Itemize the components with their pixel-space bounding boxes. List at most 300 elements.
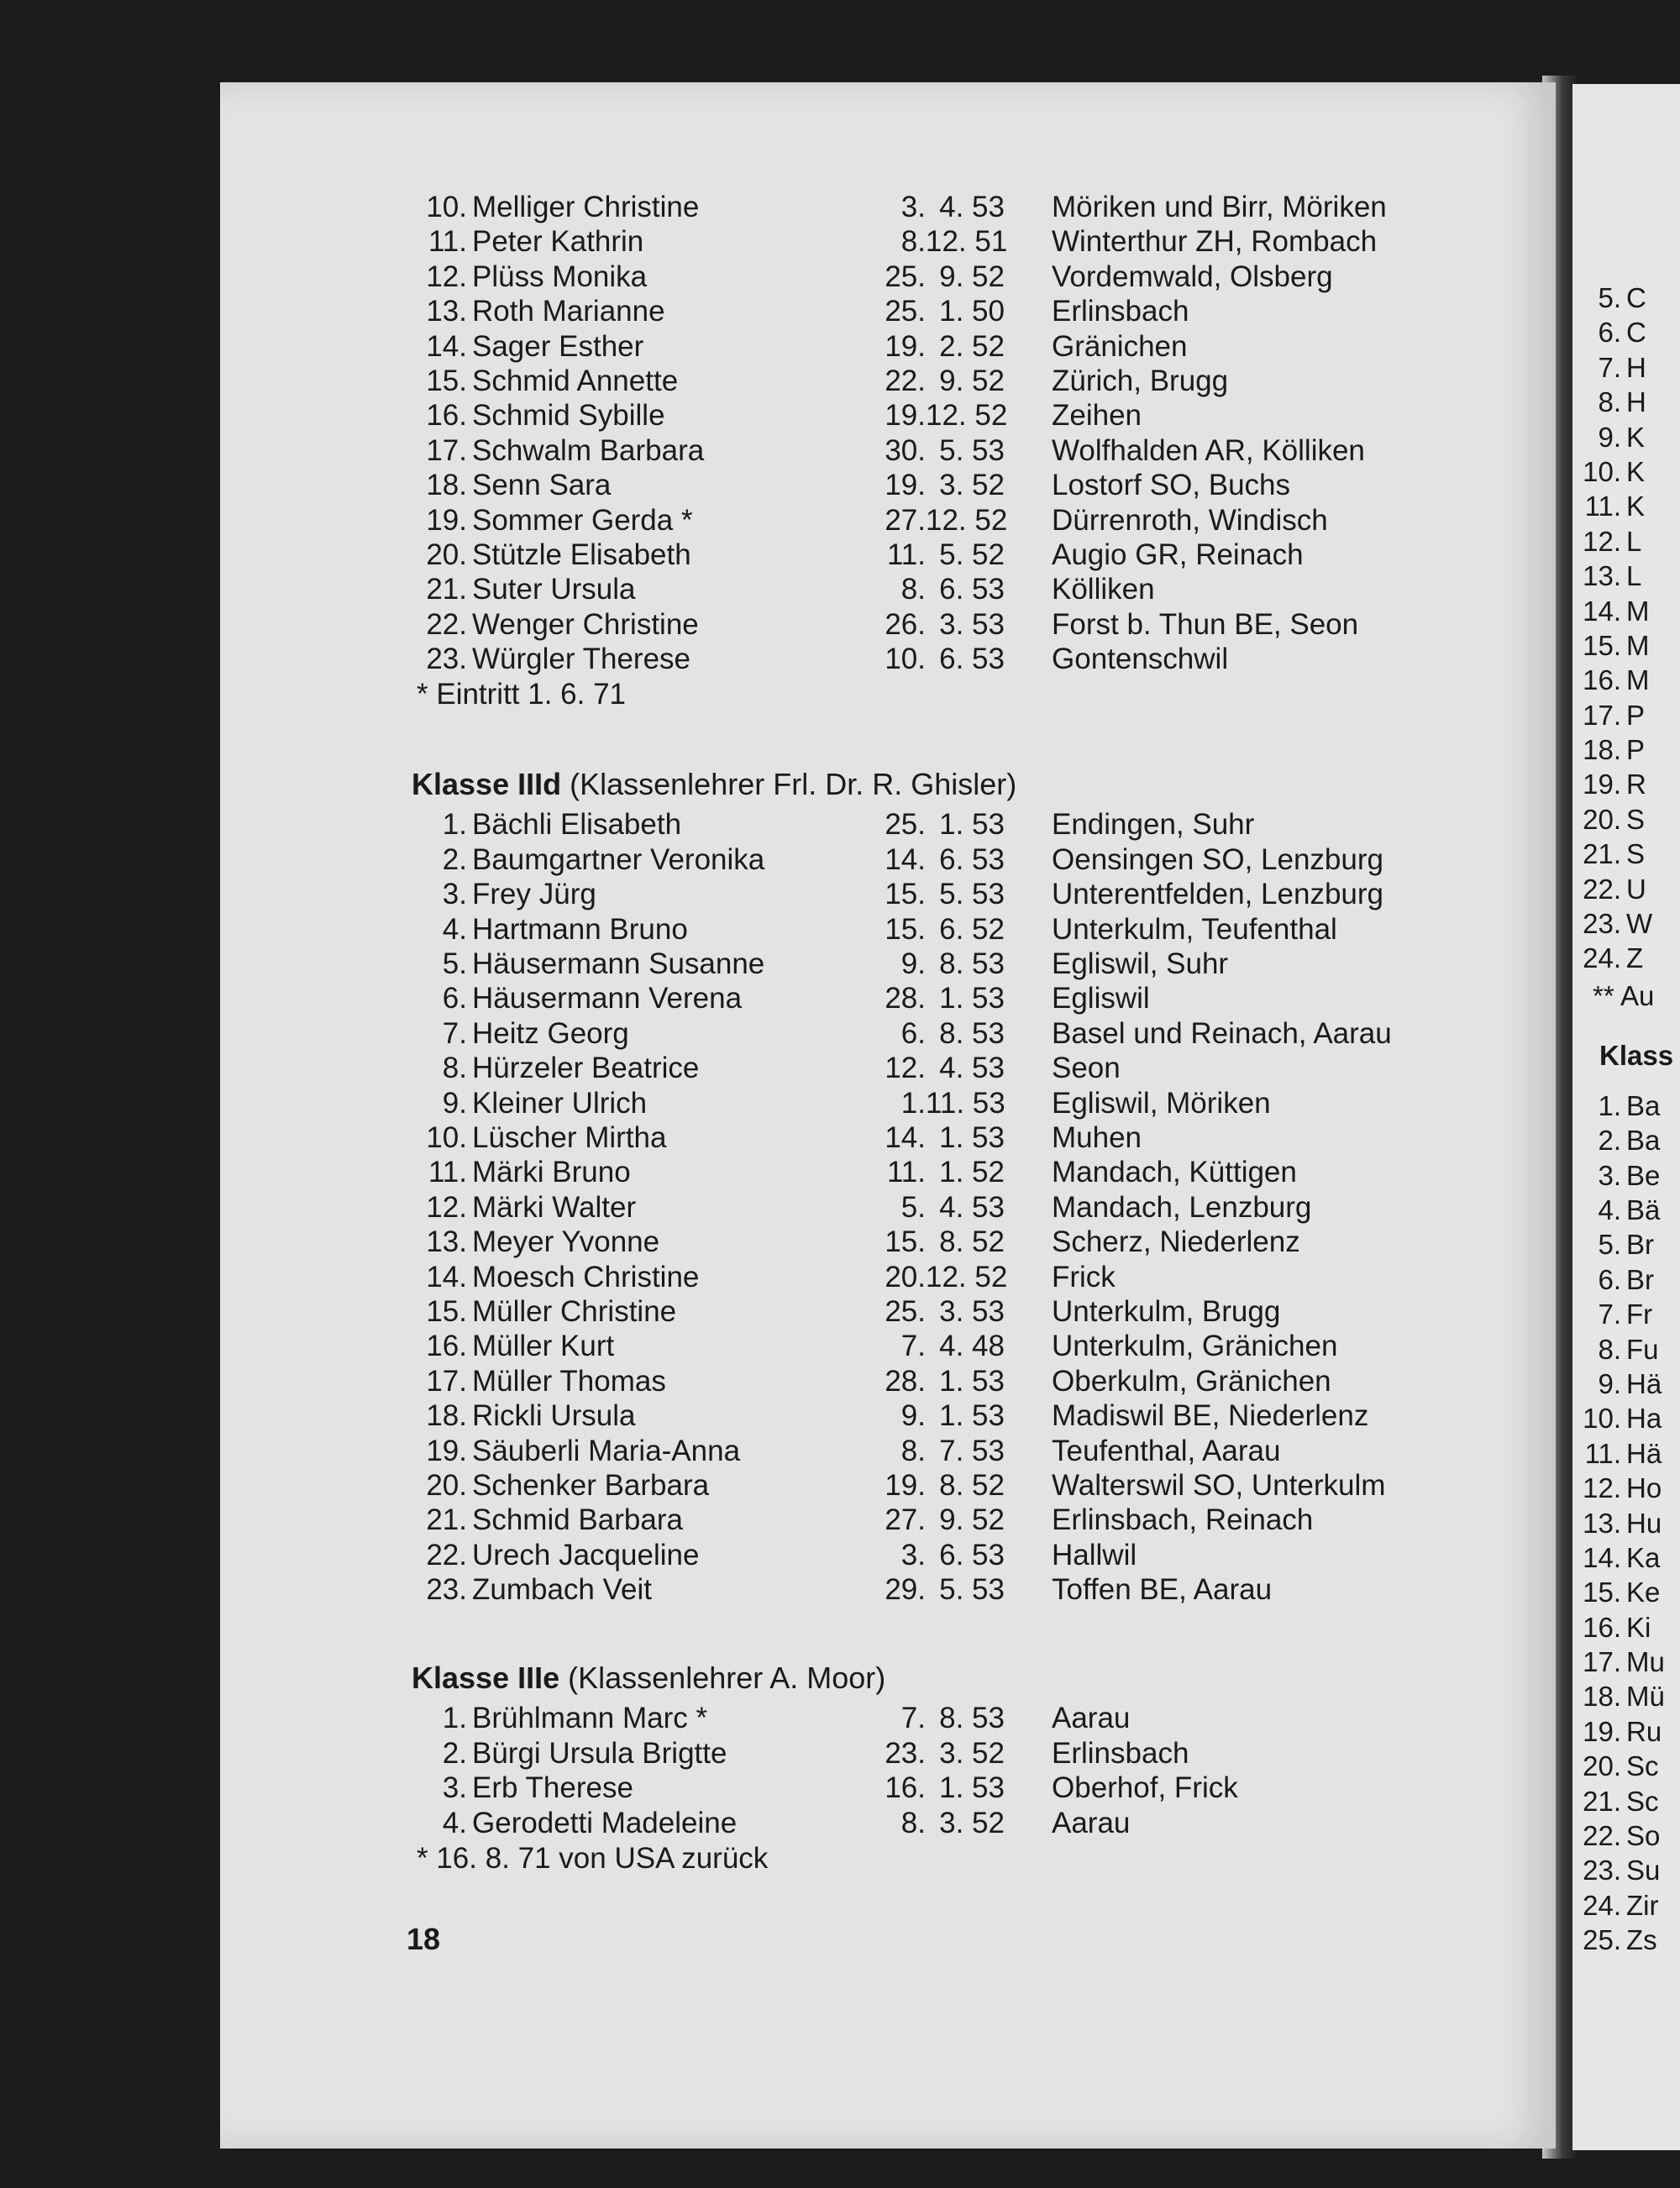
birth-day: 10.	[885, 643, 926, 676]
row-number: 17.	[426, 1364, 467, 1398]
student-row	[412, 1086, 1470, 1120]
row-number: 13.	[426, 295, 467, 328]
name-fragment: C	[1626, 317, 1646, 349]
student-row	[412, 1434, 1470, 1468]
student-row	[412, 877, 1470, 911]
birth-month-year: 3. 52	[939, 1736, 1005, 1770]
name-fragment: Zir	[1626, 1889, 1659, 1921]
row-number: 18.	[426, 469, 467, 502]
name-fragment: Zs	[1626, 1924, 1657, 1956]
list-item	[1572, 698, 1680, 732]
row-number: 15.	[426, 364, 467, 397]
list-item	[1572, 837, 1680, 871]
row-number: 4.	[1598, 1194, 1621, 1225]
birth-day: 8.	[900, 573, 926, 606]
row-number: 16.	[426, 399, 467, 433]
name-fragment: Be	[1626, 1159, 1661, 1191]
birth-month-year: 2. 52	[939, 329, 1005, 363]
student-row	[412, 364, 1470, 398]
birth-month-year: 6. 53	[939, 842, 1005, 876]
row-number: 3.	[442, 1771, 467, 1805]
name-fragment: Br	[1626, 1229, 1654, 1261]
name-fragment: Ki	[1626, 1611, 1651, 1643]
student-row	[412, 329, 1470, 364]
row-number: 15.	[426, 1294, 467, 1328]
name-fragment: Ru	[1626, 1715, 1662, 1747]
list-item	[1572, 281, 1680, 315]
row-number: 23.	[426, 643, 467, 676]
hometown-residence: Seon	[1052, 1052, 1121, 1085]
student-row	[412, 947, 1470, 981]
list-item	[1572, 906, 1680, 941]
list-item	[1572, 732, 1680, 767]
list-item	[1572, 1297, 1680, 1331]
birth-month-year: 4. 53	[939, 1052, 1005, 1085]
hometown-residence: Zeihen	[1052, 399, 1142, 433]
birth-month-year: 1. 52	[939, 1156, 1005, 1189]
hometown-residence: Muhen	[1052, 1120, 1142, 1154]
student-name: Brühlmann Marc *	[472, 1702, 708, 1735]
name-fragment: Mü	[1626, 1681, 1665, 1713]
row-number: 19.	[426, 503, 467, 537]
student-name: Peter Kathrin	[472, 225, 644, 259]
birth-month-year: 7. 53	[939, 1434, 1005, 1467]
row-number: 6.	[442, 982, 467, 1015]
birth-month-year: 6. 53	[939, 643, 1005, 676]
row-number: 10.	[426, 191, 467, 223]
birth-month-year: 9. 52	[939, 260, 1005, 293]
student-row	[412, 912, 1470, 947]
hometown-residence: Zürich, Brugg	[1052, 364, 1229, 397]
row-number: 11.	[1584, 1437, 1621, 1469]
birth-month-year: 12. 52	[926, 1260, 1008, 1293]
name-fragment: Fu	[1626, 1333, 1659, 1365]
student-name: Bächli Elisabeth	[472, 808, 682, 842]
birth-month-year: 3. 53	[939, 607, 1005, 641]
birth-day: 16.	[885, 1771, 926, 1805]
hometown-residence: Gontenschwil	[1052, 643, 1229, 676]
row-number: 21.	[1583, 838, 1621, 870]
birth-month-year: 3. 52	[939, 469, 1005, 502]
name-fragment: H	[1626, 386, 1646, 418]
student-name: Moesch Christine	[472, 1260, 700, 1293]
name-fragment: K	[1626, 455, 1646, 487]
row-number: 11.	[428, 225, 467, 259]
student-row	[412, 1260, 1470, 1294]
student-row	[412, 260, 1470, 294]
birth-day: 7.	[900, 1330, 926, 1363]
student-name: Roth Marianne	[472, 295, 665, 328]
row-number: 18.	[426, 1399, 467, 1433]
row-number: 2.	[442, 1736, 467, 1770]
list-item	[1572, 1853, 1680, 1887]
row-number: 15.	[1583, 629, 1621, 661]
name-fragment: P	[1626, 734, 1646, 766]
birth-day: 25.	[885, 295, 926, 328]
hometown-residence: Walterswil SO, Unterkulm	[1052, 1468, 1386, 1502]
name-fragment: L	[1626, 525, 1642, 557]
name-fragment: K	[1626, 421, 1646, 453]
hometown-residence: Unterkulm, Brugg	[1052, 1294, 1281, 1328]
birth-month-year: 12. 52	[926, 503, 1008, 537]
birth-day: 29.	[885, 1573, 926, 1607]
birth-month-year: 5. 53	[939, 433, 1005, 467]
student-list-iiid	[412, 807, 1470, 1607]
row-number: 18.	[1583, 734, 1621, 766]
name-fragment: Mu	[1626, 1646, 1665, 1678]
list-item	[1572, 1089, 1680, 1123]
student-name: Gerodetti Madeleine	[472, 1806, 738, 1839]
student-name: Baumgartner Veronika	[472, 842, 765, 876]
hometown-residence: Oberkulm, Gränichen	[1052, 1364, 1331, 1398]
name-fragment: L	[1626, 560, 1642, 592]
right-page-list-b	[1572, 1089, 1680, 1958]
hometown-residence: Lostorf SO, Buchs	[1052, 469, 1291, 502]
row-number: 16.	[1583, 1611, 1621, 1643]
right-page-edge	[1572, 84, 1680, 2150]
row-number: 19.	[1583, 769, 1621, 800]
row-number: 15.	[1583, 1577, 1621, 1608]
birth-day: 8.	[900, 225, 926, 259]
list-item	[1572, 1436, 1680, 1471]
list-item	[1572, 1471, 1680, 1505]
row-number: 25.	[1583, 1924, 1621, 1956]
hometown-residence: Augio GR, Reinach	[1052, 538, 1304, 571]
row-number: 6.	[1598, 1263, 1621, 1295]
name-fragment: Ba	[1626, 1125, 1661, 1157]
student-name: Melliger Christine	[472, 191, 700, 223]
birth-day: 30.	[885, 433, 926, 467]
student-name: Müller Christine	[472, 1294, 677, 1328]
birth-month-year: 8. 52	[939, 1225, 1005, 1259]
list-item	[1572, 1888, 1680, 1923]
list-item	[1572, 594, 1680, 628]
row-number: 5.	[1598, 282, 1621, 313]
name-fragment: P	[1626, 699, 1646, 731]
birth-month-year: 8. 52	[939, 1468, 1005, 1502]
student-name: Häusermann Susanne	[472, 947, 765, 981]
hometown-residence: Erlinsbach	[1052, 1736, 1189, 1770]
hometown-residence: Wolfhalden AR, Kölliken	[1052, 433, 1365, 467]
student-row	[412, 398, 1470, 433]
birth-month-year: 1. 53	[939, 808, 1005, 842]
row-number: 1.	[442, 808, 467, 842]
student-row	[412, 1294, 1470, 1329]
hometown-residence: Unterkulm, Teufenthal	[1052, 912, 1337, 946]
row-number: 21.	[426, 1503, 467, 1537]
row-number: 11.	[1584, 491, 1621, 522]
list-item	[1572, 767, 1680, 801]
row-number: 22.	[426, 607, 467, 641]
hometown-residence: Endingen, Suhr	[1052, 808, 1255, 842]
birth-day: 25.	[885, 808, 926, 842]
birth-day: 15.	[885, 912, 926, 946]
right-page-note: ** Au	[1593, 979, 1655, 1011]
hometown-residence: Toffen BE, Aarau	[1052, 1573, 1273, 1607]
birth-month-year: 3. 53	[939, 1294, 1005, 1328]
row-number: 9.	[1598, 421, 1621, 453]
student-row	[412, 1806, 1470, 1840]
row-number: 23.	[1583, 1855, 1621, 1886]
row-number: 17.	[1583, 699, 1621, 731]
student-name: Schenker Barbara	[472, 1468, 710, 1502]
student-row	[412, 224, 1470, 259]
student-row	[412, 294, 1470, 328]
hometown-residence: Mandach, Küttigen	[1052, 1156, 1297, 1189]
birth-day: 26.	[885, 607, 926, 641]
birth-month-year: 1. 53	[939, 982, 1005, 1015]
birth-day: 3.	[900, 191, 926, 223]
hometown-residence: Vordemwald, Olsberg	[1052, 260, 1333, 293]
birth-month-year: 8. 53	[939, 1016, 1005, 1050]
hometown-residence: Egliswil, Möriken	[1052, 1086, 1271, 1120]
hometown-residence: Erlinsbach	[1052, 295, 1189, 328]
list-item	[1572, 524, 1680, 559]
student-row	[412, 1538, 1470, 1572]
hometown-residence: Egliswil, Suhr	[1052, 947, 1229, 981]
list-item	[1572, 1679, 1680, 1713]
birth-day: 19.	[885, 329, 926, 363]
row-number: 14.	[426, 1260, 467, 1293]
student-name: Zumbach Veit	[472, 1573, 652, 1607]
birth-day: 19.	[885, 469, 926, 502]
student-row	[412, 642, 1470, 676]
student-name: Sager Esther	[472, 329, 644, 363]
row-number: 7.	[1598, 1299, 1621, 1330]
student-row	[412, 1155, 1470, 1189]
list-item	[1572, 1262, 1680, 1297]
row-number: 22.	[426, 1538, 467, 1571]
birth-month-year: 1. 50	[939, 295, 1005, 328]
name-fragment: Ke	[1626, 1577, 1661, 1608]
list-item	[1572, 628, 1680, 663]
student-name: Erb Therese	[472, 1771, 633, 1805]
birth-month-year: 5. 53	[939, 1573, 1005, 1607]
row-number: 12.	[1583, 1472, 1621, 1504]
hometown-residence: Dürrenroth, Windisch	[1052, 503, 1328, 537]
student-row	[412, 468, 1470, 502]
list-item	[1572, 385, 1680, 419]
hometown-residence: Oensingen SO, Lenzburg	[1052, 842, 1383, 876]
list-item	[1572, 1506, 1680, 1540]
student-row	[412, 1771, 1470, 1805]
birth-day: 27.	[885, 503, 926, 537]
row-number: 13.	[1583, 1507, 1621, 1539]
row-number: 7.	[442, 1016, 467, 1050]
student-name: Meyer Yvonne	[472, 1225, 660, 1259]
birth-month-year: 8. 53	[939, 1702, 1005, 1735]
name-fragment: M	[1626, 664, 1650, 696]
page-number: 18	[407, 1922, 441, 1956]
student-row	[412, 1398, 1470, 1433]
hometown-residence: Kölliken	[1052, 573, 1155, 606]
student-row	[412, 1572, 1470, 1607]
hometown-residence: Möriken und Birr, Möriken	[1052, 191, 1387, 223]
birth-day: 15.	[885, 1225, 926, 1259]
row-number: 12.	[426, 1190, 467, 1224]
row-number: 21.	[426, 573, 467, 606]
birth-day: 5.	[900, 1190, 926, 1224]
list-item	[1572, 559, 1680, 593]
row-number: 1.	[1598, 1089, 1621, 1121]
name-fragment: Hä	[1626, 1367, 1662, 1399]
list-item	[1572, 1540, 1680, 1575]
birth-day: 14.	[885, 842, 926, 876]
row-number: 1.	[442, 1702, 467, 1735]
student-row	[412, 807, 1470, 842]
birth-day: 28.	[885, 1364, 926, 1398]
row-number: 10.	[426, 1120, 467, 1154]
student-name: Müller Thomas	[472, 1364, 666, 1398]
row-number: 17.	[426, 433, 467, 467]
class-heading-iiid	[412, 765, 1470, 807]
birth-day: 9.	[900, 947, 926, 981]
student-row	[412, 1120, 1470, 1155]
list-item	[1572, 1158, 1680, 1193]
name-fragment: C	[1626, 282, 1646, 313]
list-item	[1572, 941, 1680, 975]
list-item	[1572, 420, 1680, 454]
hometown-residence: Aarau	[1052, 1806, 1131, 1839]
birth-day: 25.	[885, 260, 926, 293]
row-number: 20.	[1583, 1750, 1621, 1782]
list-item	[1572, 489, 1680, 523]
birth-day: 9.	[900, 1399, 926, 1433]
list-item	[1572, 1784, 1680, 1818]
name-fragment: Sc	[1626, 1750, 1659, 1782]
birth-day: 20.	[885, 1260, 926, 1293]
list-item	[1572, 1193, 1680, 1227]
student-name: Heitz Georg	[472, 1016, 629, 1050]
student-row	[412, 842, 1470, 877]
class-teacher: (Klassenlehrer A. Moor)	[568, 1661, 886, 1696]
birth-day: 1.	[900, 1086, 926, 1120]
name-fragment: Sc	[1626, 1785, 1659, 1817]
row-number: 4.	[442, 912, 467, 946]
birth-day: 8.	[900, 1434, 926, 1467]
birth-month-year: 3. 52	[939, 1806, 1005, 1839]
student-name: Würgler Therese	[472, 643, 691, 676]
student-name: Suter Ursula	[472, 573, 636, 606]
row-number: 2.	[1598, 1125, 1621, 1157]
student-name: Schmid Sybille	[472, 399, 665, 433]
row-number: 12.	[1583, 525, 1621, 557]
student-row	[412, 607, 1470, 642]
list-item	[1572, 1923, 1680, 1957]
row-number: 24.	[1583, 1889, 1621, 1921]
name-fragment: R	[1626, 769, 1646, 800]
student-row	[412, 1701, 1470, 1735]
list-item	[1572, 1575, 1680, 1609]
row-number: 20.	[426, 1468, 467, 1502]
row-number: 20.	[426, 538, 467, 571]
row-number: 22.	[1583, 873, 1621, 905]
birth-day: 14.	[885, 1120, 926, 1154]
birth-day: 25.	[885, 1294, 926, 1328]
list-item	[1572, 1645, 1680, 1679]
student-row	[412, 1051, 1470, 1085]
student-row	[412, 1364, 1470, 1398]
hometown-residence: Frick	[1052, 1260, 1116, 1293]
student-row	[412, 572, 1470, 606]
student-name: Müller Kurt	[472, 1330, 615, 1363]
student-row	[412, 1468, 1470, 1503]
name-fragment: S	[1626, 838, 1646, 870]
name-fragment: Z	[1626, 942, 1644, 974]
student-list-iiie	[412, 1701, 1470, 1840]
birth-day: 15.	[885, 878, 926, 911]
name-fragment: W	[1626, 908, 1653, 940]
birth-month-year: 11. 53	[926, 1086, 1005, 1120]
student-name: Wenger Christine	[472, 607, 699, 641]
row-number: 2.	[442, 842, 467, 876]
student-row	[412, 981, 1470, 1015]
hometown-residence: Madiswil BE, Niederlenz	[1052, 1399, 1369, 1433]
row-number: 5.	[1598, 1229, 1621, 1261]
hometown-residence: Erlinsbach, Reinach	[1052, 1503, 1314, 1537]
birth-day: 11.	[886, 538, 926, 571]
row-number: 9.	[442, 1086, 467, 1120]
row-number: 23.	[1583, 908, 1621, 940]
student-row	[412, 1503, 1470, 1537]
name-fragment: M	[1626, 629, 1650, 661]
name-fragment: Fr	[1626, 1299, 1653, 1330]
class-heading-iiie	[412, 1659, 1470, 1701]
name-fragment: Br	[1626, 1263, 1654, 1295]
student-row	[412, 433, 1470, 468]
right-page-heading: Klass	[1599, 1039, 1674, 1071]
birth-month-year: 4. 48	[939, 1330, 1005, 1363]
student-name: Stützle Elisabeth	[472, 538, 691, 571]
row-number: 24.	[1583, 942, 1621, 974]
row-number: 6.	[1598, 317, 1621, 349]
birth-month-year: 1. 53	[939, 1771, 1005, 1805]
birth-month-year: 6. 53	[939, 573, 1005, 606]
row-number: 19.	[426, 1434, 467, 1467]
row-number: 3.	[442, 878, 467, 911]
hometown-residence: Forst b. Thun BE, Seon	[1052, 607, 1359, 641]
list-item	[1572, 1714, 1680, 1749]
birth-month-year: 4. 53	[939, 1190, 1005, 1224]
row-number: 8.	[1598, 386, 1621, 418]
row-number: 21.	[1583, 1785, 1621, 1817]
row-number: 14.	[1583, 1541, 1621, 1573]
class-title: Klasse IIId	[412, 767, 562, 802]
list-item	[1572, 663, 1680, 697]
class-title: Klasse IIIe	[412, 1661, 560, 1696]
student-name: Schmid Barbara	[472, 1503, 683, 1537]
birth-month-year: 5. 53	[939, 878, 1005, 911]
hometown-residence: Unterkulm, Gränichen	[1052, 1330, 1338, 1363]
hometown-residence: Egliswil	[1052, 982, 1150, 1015]
row-number: 16.	[426, 1330, 467, 1363]
student-list-continued	[412, 190, 1470, 676]
student-name: Hartmann Bruno	[472, 912, 688, 946]
row-number: 16.	[1583, 664, 1621, 696]
student-name: Märki Bruno	[472, 1156, 631, 1189]
birth-day: 27.	[885, 1503, 926, 1537]
birth-day: 23.	[885, 1736, 926, 1770]
row-number: 10.	[1583, 1403, 1621, 1435]
name-fragment: M	[1626, 595, 1650, 627]
row-number: 9.	[1598, 1367, 1621, 1399]
row-number: 18.	[1583, 1681, 1621, 1713]
birth-month-year: 1. 53	[939, 1120, 1005, 1154]
row-number: 10.	[1583, 455, 1621, 487]
name-fragment: Hu	[1626, 1507, 1662, 1539]
name-fragment: Hä	[1626, 1437, 1662, 1469]
row-number: 22.	[1583, 1820, 1621, 1852]
